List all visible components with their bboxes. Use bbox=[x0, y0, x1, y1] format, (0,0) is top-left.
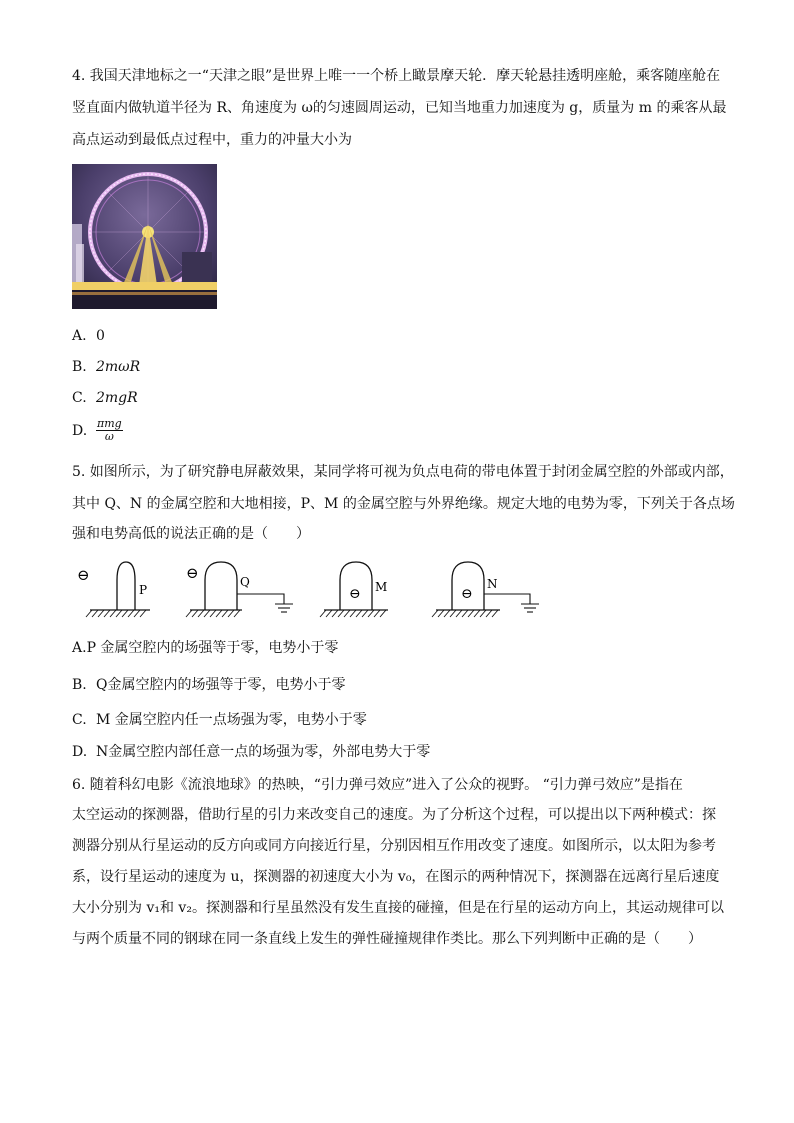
option-fraction bbox=[96, 418, 123, 443]
option-text: 2mgR bbox=[96, 390, 138, 406]
option-key: D. bbox=[72, 744, 88, 760]
q4-option-c bbox=[72, 388, 138, 408]
q4-line-3: 高点运动到最低点过程中，重力的冲量大小为 bbox=[72, 132, 352, 148]
figure-q bbox=[186, 562, 293, 617]
option-text: 2mωR bbox=[96, 359, 141, 375]
q4-line-1: 4. 我国天津地标之一“天津之眼”是世界上唯一一个桥上瞰景摩天轮．摩天轮悬挂透明座舱，乘客随座舱在 bbox=[72, 68, 721, 84]
q6-line-6: 与两个质量不同的钢球在同一条直线上发生的弹性碰撞规律作类比。那么下列判断中正确的是（ ） bbox=[72, 931, 702, 947]
charge-symbol: ⊖ bbox=[77, 566, 90, 584]
charge-symbol: ⊖ bbox=[349, 586, 361, 602]
option-key: A. bbox=[72, 328, 87, 344]
option-key: C. bbox=[72, 712, 87, 728]
figure-label-m: M bbox=[375, 580, 388, 594]
q6-line-2: 太空运动的探测器，借助行星的引力来改变自己的速度。为了分析这个过程，可以提出以下两种模式：探 bbox=[72, 807, 716, 823]
charge-symbol: ⊖ bbox=[186, 564, 199, 582]
q5-option-a bbox=[72, 638, 338, 658]
option-text: 0 bbox=[96, 328, 105, 344]
figure-p bbox=[77, 562, 150, 617]
q5-option-b bbox=[72, 675, 345, 695]
charge-symbol: ⊖ bbox=[461, 586, 473, 602]
figure-label-p: P bbox=[139, 583, 148, 597]
ferris-wheel-photo bbox=[72, 164, 217, 309]
option-text: P 金属空腔内的场强等于零，电势小于零 bbox=[86, 640, 339, 656]
figure-m bbox=[320, 562, 388, 617]
shielding-diagram bbox=[72, 558, 552, 628]
q4-option-a bbox=[72, 326, 105, 346]
q5-line-1: 5. 如图所示，为了研究静电屏蔽效果，某同学将可视为负点电荷的带电体置于封闭金属空腔的外部或内部， bbox=[72, 464, 734, 480]
option-text: N金属空腔内部任意一点的场强为零，外部电势大于零 bbox=[96, 744, 431, 760]
q6-line-3: 测器分别从行星运动的反方向或同方向接近行星，分别因相互作用改变了速度。如图所示，以太阳为参考 bbox=[72, 838, 716, 854]
option-key: C. bbox=[72, 390, 87, 406]
q4-option-d bbox=[72, 418, 123, 443]
option-text: Q金属空腔内的场强等于零，电势小于零 bbox=[96, 677, 346, 693]
figure-n bbox=[432, 562, 539, 617]
q5-line-3: 强和电势高低的说法正确的是（ ） bbox=[72, 526, 310, 542]
figure-label-q: Q bbox=[240, 575, 250, 589]
q5-option-c bbox=[72, 710, 367, 730]
q4-line-2: 竖直面内做轨道半径为 R、角速度为 ω的匀速圆周运动，已知当地重力加速度为 g，质量为 m 的乘客从最 bbox=[72, 100, 727, 116]
option-key: A. bbox=[72, 640, 87, 656]
q5-line-2: 其中 Q、N 的金属空腔和大地相接，P、M 的金属空腔与外界绝缘。规定大地的电势为零，下列关于各点场 bbox=[72, 496, 735, 512]
q6-line-1: 6. 随着科幻电影《流浪地球》的热映，“引力弹弓效应”进入了公众的视野。 “引力弹弓效应”是指在 bbox=[72, 777, 683, 793]
option-key: B. bbox=[72, 677, 87, 693]
fraction-denominator: ω bbox=[104, 430, 114, 443]
option-text: M 金属空腔内任一点场强为零，电势小于零 bbox=[96, 712, 367, 728]
q5-option-d bbox=[72, 742, 430, 762]
option-key: D. bbox=[72, 422, 88, 439]
fraction-numerator: πmg bbox=[97, 417, 122, 430]
q4-option-b bbox=[72, 357, 140, 377]
q6-line-4: 系，设行星运动的速度为 u，探测器的初速度大小为 v₀，在图示的两种情况下，探测器在远离行星后速度 bbox=[72, 869, 720, 885]
option-key: B. bbox=[72, 359, 87, 375]
q6-line-5: 大小分别为 v₁和 v₂。探测器和行星虽然没有发生直接的碰撞，但是在行星的运动方向上，其运动规律可以 bbox=[72, 900, 724, 916]
figure-label-n: N bbox=[487, 577, 498, 591]
